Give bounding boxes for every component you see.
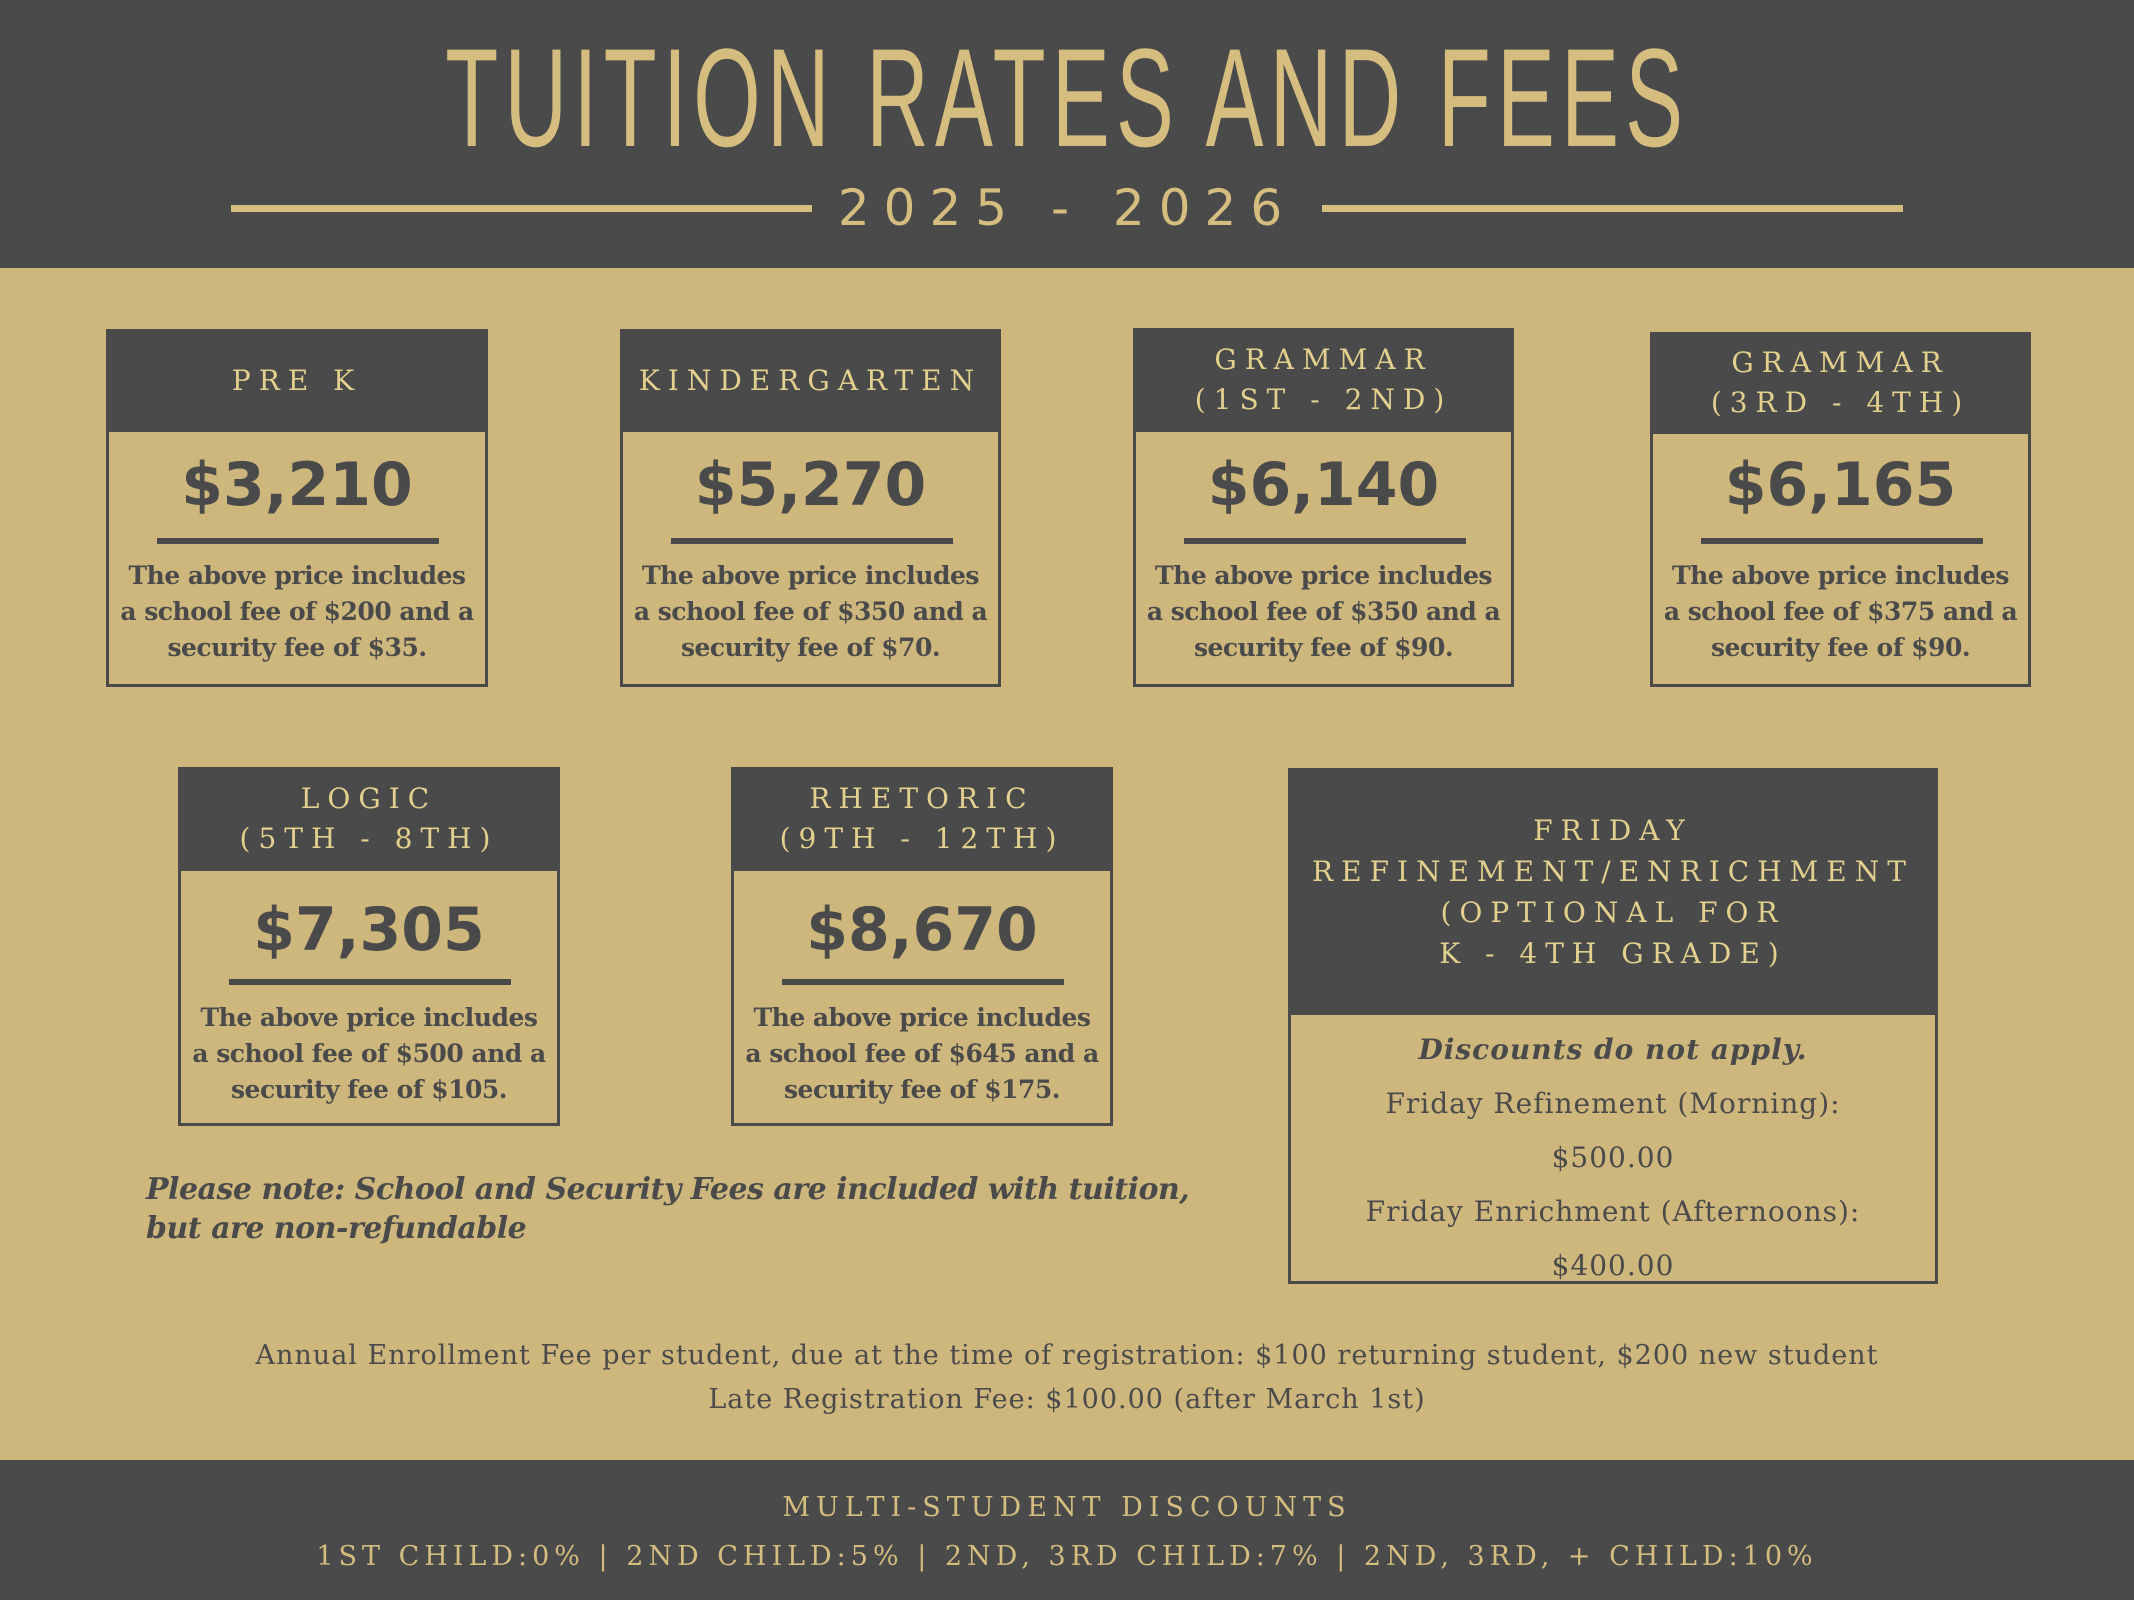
- late-registration-fee: Late Registration Fee: $100.00 (after March 1st): [708, 1384, 1426, 1415]
- tuition-price: $7,305: [253, 895, 485, 965]
- desc-line: security fee of $90.: [1710, 633, 1971, 662]
- desc-line: security fee of $105.: [230, 1075, 507, 1104]
- friday-details: [1291, 1023, 1935, 1293]
- price-divider: [782, 979, 1064, 985]
- program-card-logic: [178, 767, 560, 1126]
- school-year: 2025 - 2026: [837, 179, 1297, 237]
- card-title: KINDERGARTEN: [638, 363, 983, 397]
- card-subtitle: (5TH - 8TH): [239, 822, 499, 855]
- desc-line: security fee of $175.: [783, 1075, 1060, 1104]
- card-header: [178, 767, 560, 871]
- multi-student-discounts-list: 1ST CHILD:0% | 2ND CHILD:5% | 2ND, 3RD CHILD:7% | 2ND, 3RD, + CHILD:10%: [316, 1541, 1818, 1572]
- desc-line: a school fee of $350 and a: [633, 597, 988, 626]
- card-title-line: FRIDAY: [1533, 813, 1693, 847]
- desc-line: The above price includes: [642, 561, 979, 590]
- desc-line: a school fee of $500 and a: [192, 1039, 546, 1068]
- page-title: TUITION RATES AND FEES: [444, 19, 1690, 176]
- fee-description: [1653, 558, 2028, 666]
- card-title: LOGIC: [300, 782, 438, 815]
- program-card-grammar-1-2: [1133, 328, 1514, 687]
- desc-line: a school fee of $200 and a: [120, 597, 474, 626]
- fees-refund-note: [146, 1170, 1246, 1248]
- desc-line: The above price includes: [128, 561, 466, 590]
- desc-line: security fee of $35.: [167, 633, 427, 662]
- tuition-price: $6,140: [1207, 450, 1440, 520]
- desc-line: a school fee of $645 and a: [745, 1039, 1099, 1068]
- desc-line: security fee of $90.: [1193, 633, 1454, 662]
- desc-line: a school fee of $375 and a: [1663, 597, 2018, 626]
- fee-description: [109, 558, 485, 666]
- program-card-rhetoric: [731, 767, 1113, 1126]
- tuition-price: $5,270: [694, 450, 927, 520]
- desc-line: The above price includes: [200, 1003, 538, 1032]
- tuition-price: $6,165: [1724, 450, 1957, 520]
- friday-program-card: [1288, 768, 1938, 1284]
- price-divider: [1701, 538, 1983, 544]
- card-header: [731, 767, 1113, 871]
- card-title: PRE K: [231, 363, 363, 397]
- desc-line: security fee of $70.: [680, 633, 941, 662]
- card-header: [106, 329, 488, 432]
- program-card-kindergarten: [620, 329, 1001, 687]
- enrichment-price: $400.00: [1551, 1249, 1675, 1282]
- page-title-container: [0, 19, 2134, 176]
- note-line: Please note: School and Security Fees are included with tuition,: [146, 1172, 1190, 1207]
- card-title-line: REFINEMENT/ENRICHMENT: [1312, 854, 1914, 888]
- card-title-line: (OPTIONAL FOR: [1440, 895, 1786, 929]
- footer-band: [0, 1460, 2134, 1600]
- card-subtitle: (1ST - 2ND): [1194, 383, 1453, 416]
- program-card-pre-k: [106, 329, 488, 687]
- card-title: GRAMMAR: [1214, 343, 1433, 376]
- card-header: [1650, 332, 2031, 434]
- desc-line: a school fee of $350 and a: [1146, 597, 1501, 626]
- enrichment-label: Friday Enrichment (Afternoons):: [1365, 1195, 1861, 1228]
- card-header: [620, 329, 1001, 432]
- desc-line: The above price includes: [1155, 561, 1492, 590]
- refinement-price: $500.00: [1551, 1141, 1675, 1174]
- tuition-price: $3,210: [181, 450, 413, 520]
- card-header: [1288, 768, 1938, 1015]
- fee-description: [734, 1000, 1110, 1108]
- price-divider: [1184, 538, 1466, 544]
- tuition-price: $8,670: [806, 895, 1038, 965]
- year-divider-left: [231, 205, 812, 212]
- price-divider: [229, 979, 511, 985]
- desc-line: The above price includes: [753, 1003, 1091, 1032]
- card-title: GRAMMAR: [1731, 346, 1950, 379]
- fee-description: [1136, 558, 1511, 666]
- card-title-line: K - 4TH GRADE): [1439, 936, 1787, 970]
- desc-line: The above price includes: [1672, 561, 2009, 590]
- refinement-label: Friday Refinement (Morning):: [1385, 1087, 1841, 1120]
- note-line: but are non-refundable: [146, 1211, 527, 1246]
- program-card-grammar-3-4: [1650, 332, 2031, 687]
- multi-student-discounts-title: MULTI-STUDENT DISCOUNTS: [782, 1492, 1352, 1523]
- card-subtitle: (3RD - 4TH): [1710, 386, 1971, 419]
- fee-description: [181, 1000, 557, 1108]
- card-subtitle: (9TH - 12TH): [779, 822, 1065, 855]
- card-header: [1133, 328, 1514, 432]
- annual-enrollment-fee: Annual Enrollment Fee per student, due at the time of registration: $100 returning student, $200 new student: [255, 1340, 1879, 1371]
- year-divider-right: [1322, 205, 1903, 212]
- card-title: RHETORIC: [809, 782, 1035, 815]
- fee-description: [623, 558, 998, 666]
- price-divider: [671, 538, 953, 544]
- discount-note: Discounts do not apply.: [1418, 1033, 1808, 1066]
- price-divider: [157, 538, 439, 544]
